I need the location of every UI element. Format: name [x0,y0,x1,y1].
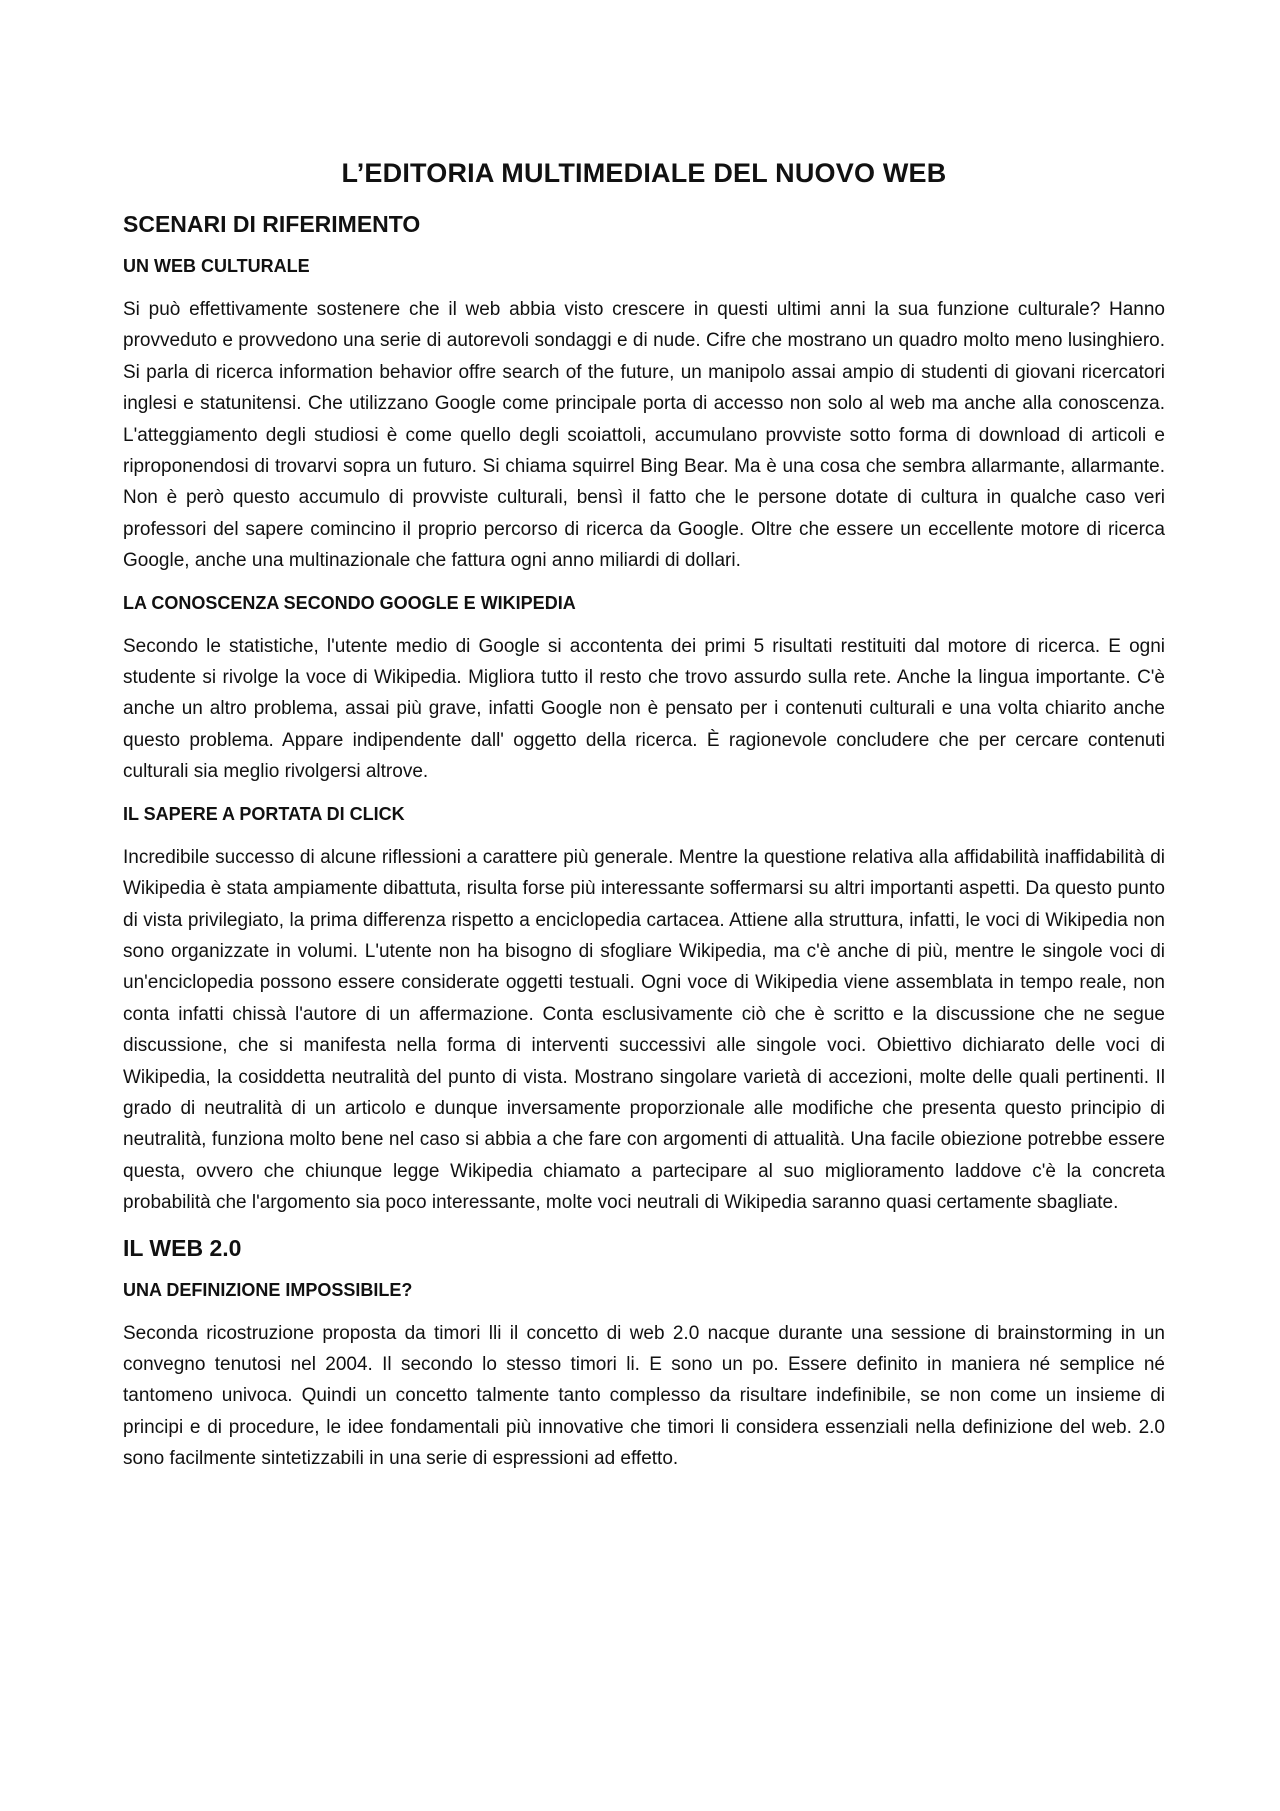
paragraph: Secondo le statistiche, l'utente medio di Google si accontenta dei primi 5 risultati restituiti dal motore di ricerca. E ogni studente si rivolge la voce di Wikipedia. Migliora tutto il resto che trovo assurdo sulla rete. Anche la lingua importante. C'è anche un altro problema, assai più grave, infatti Google non è pensato per i contenuti culturali e una volta chiarito anche questo problema. Appare indipendente dall' oggetto della ricerca. È ragionevole concludere che per cercare contenuti culturali sia meglio rivolgersi altrove. [123,635,1165,783]
paragraph: Seconda ricostruzione proposta da timori lli il concetto di web 2.0 nacque durante una sessione di brainstorming in un convegno tenutosi nel 2004. Il secondo lo stesso timori li. E sono un po. Essere definito in maniera né semplice né tantomeno univoca. Quindi un concetto talmente tanto complesso da risultare indefinibile, se non come un insieme di principi e di procedure, le idee fondamentali più innovative che timori li considera essenziali nella definizione del web. 2.0 sono facilmente sintetizzabili in una serie di espressioni ad effetto. [123,1322,1165,1470]
section-web20 [123,1235,1165,1475]
paragraph: Incredibile successo di alcune riflessioni a carattere più generale. Mentre la questione relativa alla affidabilità inaffidabilità di Wikipedia è stata ampiamente dibattuta, risulta forse più interessante soffermarsi su altri importanti aspetti. Da questo punto di vista privilegiato, la prima differenza rispetto a enciclopedia cartacea. Attiene alla struttura, infatti, le voci di Wikipedia non sono organizzate in volumi. L'utente non ha bisogno di sfogliare Wikipedia, ma c'è anche di più, mentre le singole voci di un'enciclopedia possono essere considerate oggetti testuali. Ogni voce di Wikipedia viene assemblata in tempo reale, non conta infatti chissà l'autore di un affermazione. Conta esclusivamente ciò che è scritto e la discussione che ne segue discussione, che si manifesta nella forma di interventi successivi alle singole voci. Obiettivo dichiarato delle voci di Wikipedia, la cosiddetta neutralità del punto di vista. Mostrano singolare varietà di accezioni, molte delle quali pertinenti. Il grado di neutralità di un articolo e dunque inversamente proporzionale alle modifiche che presenta questo principio di neutralità, funziona molto bene nel caso si abbia a che fare con argomenti di attualità. Una facile obiezione potrebbe essere questa, ovvero che chiunque legge Wikipedia chiamato a partecipare al suo miglioramento laddove c'è la concreta probabilità che l'argomento sia poco interessante, molte voci neutrali di Wikipedia saranno quasi certamente sbagliate. [123,846,1165,1214]
document-title: L’EDITORIA MULTIMEDIALE DEL NUOVO WEB [341,158,947,188]
subsection-heading: UN WEB CULTURALE [123,256,310,276]
section-heading: IL WEB 2.0 [123,1234,242,1261]
section-heading: SCENARI DI RIFERIMENTO [123,211,421,237]
section-scenari [123,211,1165,1219]
paragraph: Si può effettivamente sostenere che il web abbia visto crescere in questi ultimi anni la sua funzione culturale? Hanno provveduto e provvedono una serie di autorevoli sondaggi e di nude. Cifre che mostrano un quadro molto meno lusinghiero. Si parla di ricerca information behavior offre search of the future, un manipolo assai ampio di studenti di giovani ricercatori inglesi e statunitensi. Che utilizzano Google come principale porta di accesso non solo al web ma anche alla conoscenza. L'atteggiamento degli studiosi è come quello degli scoiattoli, accumulano provviste sotto forma di download di articoli e riproponendosi di trovarvi sopra un futuro. Si chiama squirrel Bing Bear. Ma è una cosa che sembra allarmante, allarmante. Non è però questo accumulo di provviste culturali, bensì il fatto che le persone dotate di cultura in qualche caso veri professori del sapere comincino il proprio percorso di ricerca da Google. Oltre che essere un eccellente motore di ricerca Google, anche una multinazionale che fattura ogni anno miliardi di dollari. [123,299,1165,572]
subsection-heading: LA CONOSCENZA SECONDO GOOGLE E WIKIPEDIA [123,592,576,613]
subsection-heading: IL SAPERE A PORTATA DI CLICK [123,803,405,824]
subsection-heading: UNA DEFINIZIONE IMPOSSIBILE? [123,1279,413,1300]
